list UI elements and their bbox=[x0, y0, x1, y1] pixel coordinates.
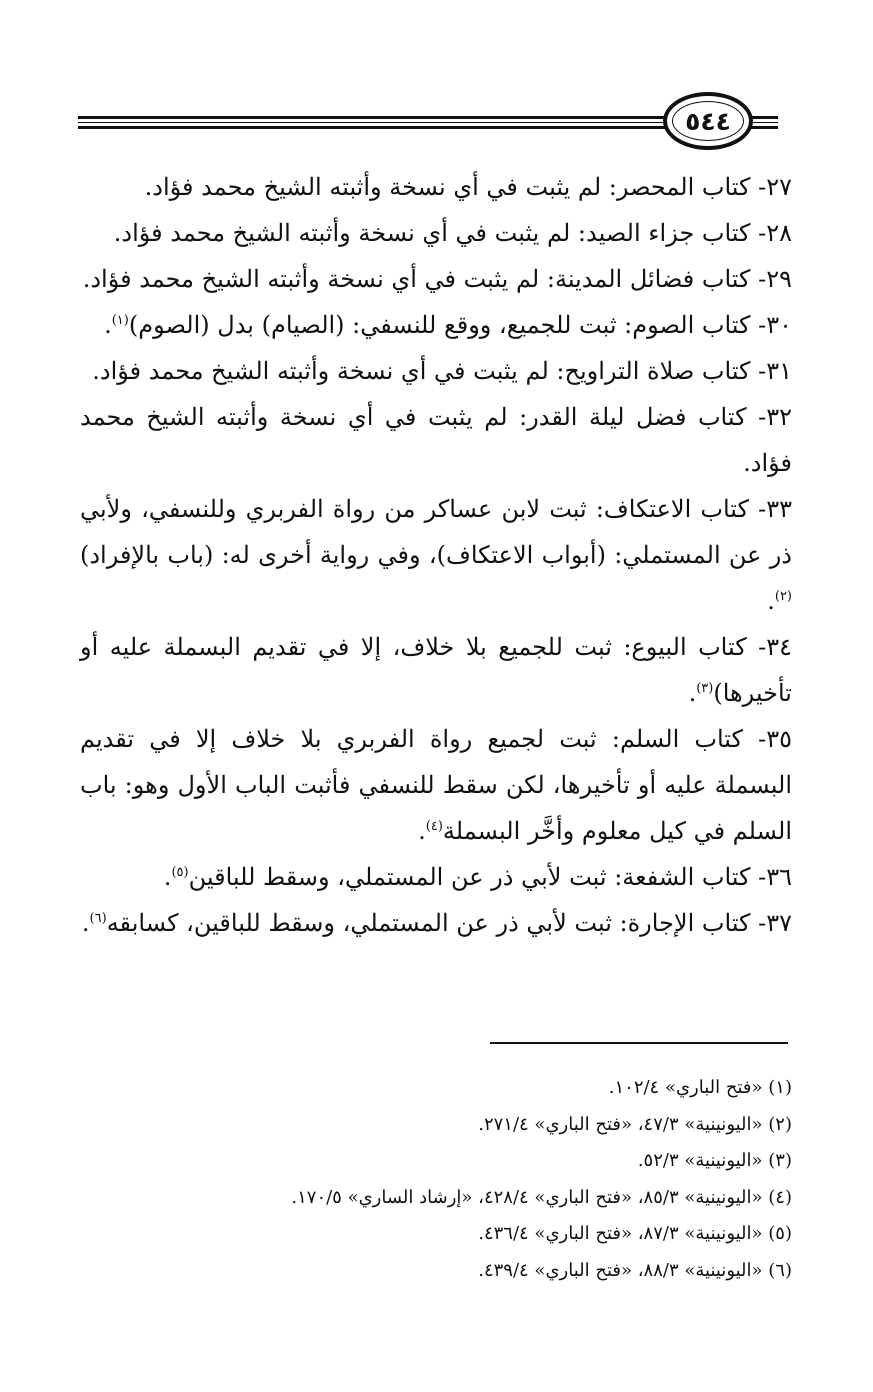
entry-35 bbox=[80, 716, 792, 854]
entry-end: . bbox=[688, 679, 697, 707]
entry-30 bbox=[80, 302, 792, 348]
entry-text: ٣٧- كتاب الإجارة: ثبت لأبي ذر عن المستملي، وسقط للباقين، كسابقه bbox=[106, 909, 792, 937]
entry-36 bbox=[80, 854, 792, 900]
entry-text: ٣٦- كتاب الشفعة: ثبت لأبي ذر عن المستملي، وسقط للباقين bbox=[188, 863, 792, 891]
entry-text: ٣٠- كتاب الصوم: ثبت للجميع، ووقع للنسفي: (الصيام) بدل (الصوم) bbox=[128, 311, 792, 339]
footnote-ref: (١) bbox=[111, 313, 129, 328]
page-number-badge bbox=[663, 92, 753, 150]
footnote-divider bbox=[490, 1042, 788, 1044]
entry-end: . bbox=[81, 909, 90, 937]
entry-text: ٣١- كتاب صلاة التراويح: لم يثبت في أي نسخة وأثبته الشيخ محمد فؤاد. bbox=[92, 357, 792, 385]
footnote-ref: (٤) bbox=[425, 819, 443, 834]
footnote-4: (٤) «اليونينية» ٨٥/٣، «فتح الباري» ٤٢٨/٤، «إرشاد الساري» ١٧٠/٥. bbox=[291, 1186, 792, 1208]
entry-28 bbox=[80, 210, 792, 256]
entry-29 bbox=[80, 256, 792, 302]
footnote-ref: (٣) bbox=[696, 681, 714, 696]
entry-27 bbox=[80, 164, 792, 210]
entry-34 bbox=[80, 624, 792, 716]
entry-end: . bbox=[767, 587, 775, 615]
footnote-ref: (٥) bbox=[171, 865, 189, 880]
entry-text: ٣٥- كتاب السلم: ثبت لجميع رواة الفربري بلا خلاف إلا في تقديم البسملة عليه أو تأخيرها، لكن سقط للنسفي فأثبت الباب الأول وهو: باب السلم في كيل معلوم وأخَّر البسملة bbox=[80, 725, 793, 845]
main-text bbox=[80, 164, 792, 946]
footnote-ref: (٢) bbox=[774, 589, 792, 604]
footnote-2: (٢) «اليونينية» ٤٧/٣، «فتح الباري» ٢٧١/٤. bbox=[478, 1113, 792, 1135]
footnote-6: (٦) «اليونينية» ٨٨/٣، «فتح الباري» ٤٣٩/٤. bbox=[478, 1259, 792, 1281]
entry-text: ٢٩- كتاب فضائل المدينة: لم يثبت في أي نسخة وأثبته الشيخ محمد فؤاد. bbox=[82, 265, 792, 293]
entry-text: ٣٢- كتاب فضل ليلة القدر: لم يثبت في أي نسخة وأثبته الشيخ محمد فؤاد. bbox=[80, 403, 792, 477]
entry-end: . bbox=[163, 863, 172, 891]
entry-end: . bbox=[418, 817, 426, 845]
entry-end: . bbox=[104, 311, 112, 339]
page-number: ٥٤٤ bbox=[685, 106, 731, 136]
footnotes-list bbox=[80, 1070, 792, 1289]
footnote-5: (٥) «اليونينية» ٨٧/٣، «فتح الباري» ٤٣٦/٤. bbox=[478, 1223, 792, 1244]
entry-text: ٣٣- كتاب الاعتكاف: ثبت لابن عساكر من رواة الفربري وللنسفي، ولأبي ذر عن المستملي: (أبواب الاعتكاف)، وفي رواية أخرى له: (باب بالإفراد) bbox=[80, 495, 792, 569]
footnote-ref: (٦) bbox=[89, 911, 107, 926]
entry-31 bbox=[80, 348, 792, 394]
footnote-3: (٣) «اليونينية» ٥٢/٣. bbox=[637, 1150, 792, 1171]
entry-33 bbox=[80, 486, 792, 624]
entry-text: ٢٨- كتاب جزاء الصيد: لم يثبت في أي نسخة وأثبته الشيخ محمد فؤاد. bbox=[113, 219, 792, 247]
entry-text: ٣٤- كتاب البيوع: ثبت للجميع بلا خلاف، إلا في تقديم البسملة عليه أو تأخيرها) bbox=[80, 633, 792, 707]
footnote-1: (١) «فتح الباري» ١٠٢/٤. bbox=[608, 1077, 792, 1098]
entry-32 bbox=[80, 394, 792, 486]
entry-text: ٢٧- كتاب المحصر: لم يثبت في أي نسخة وأثبته الشيخ محمد فؤاد. bbox=[144, 173, 792, 201]
entry-37 bbox=[80, 900, 792, 946]
